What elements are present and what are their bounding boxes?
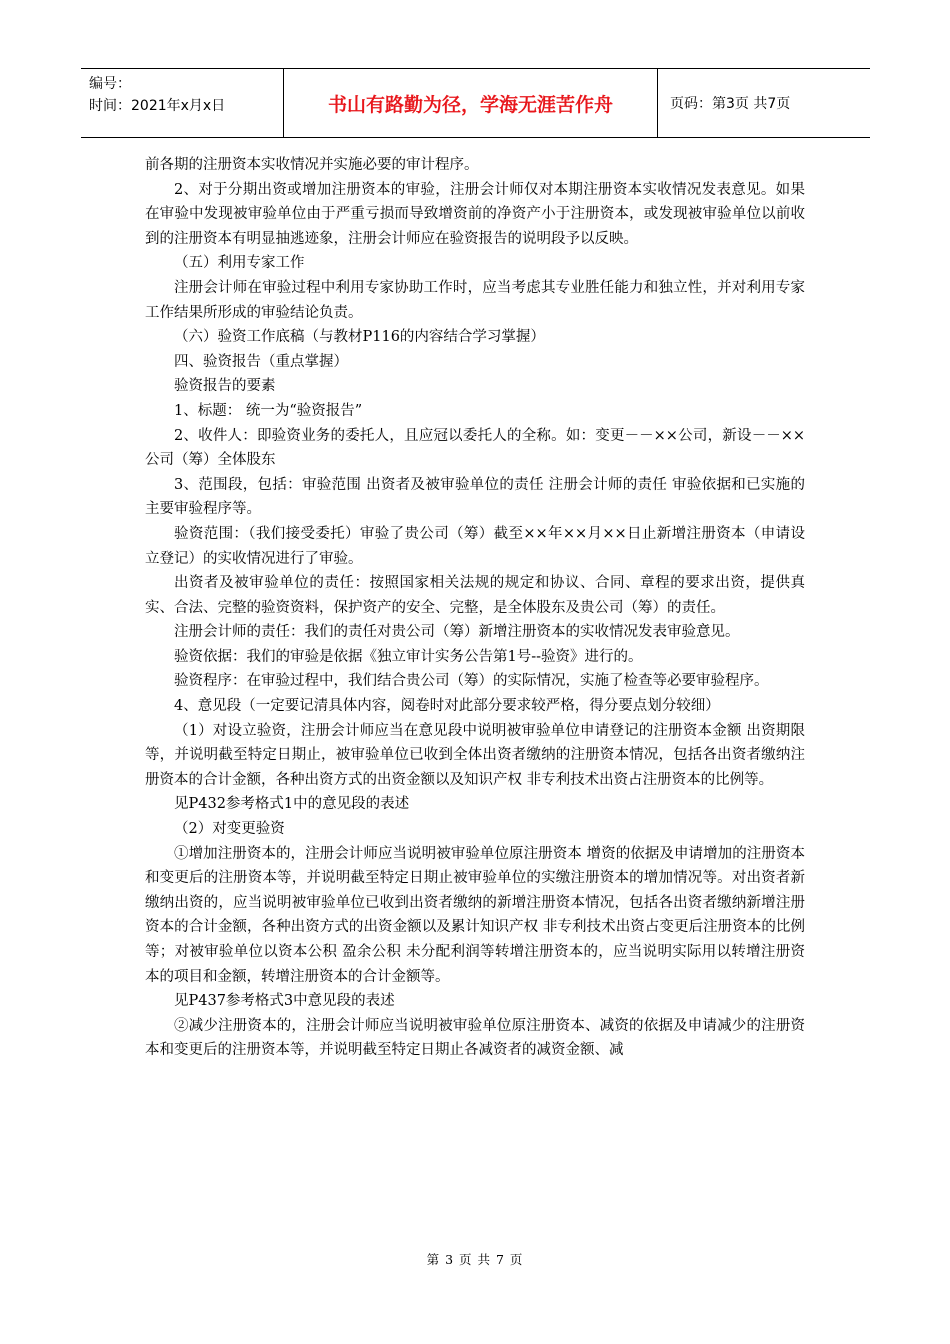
body-paragraph: 四、验资报告（重点掌握） (174, 353, 348, 370)
header-motto (284, 69, 658, 137)
body-paragraph: 验资范围：（我们接受委托）审验了贵公司（筹）截至××年××月××日止新增注册资本（申请设立登记）的实收情况进行了审验。 (145, 525, 805, 567)
body-paragraph: 见P437参考格式3中意见段的表述 (174, 993, 395, 1010)
document-body (145, 153, 805, 1063)
body-paragraph: 验资依据：我们的审验是依据《独立审计实务公告第1号--验资》进行的。 (174, 648, 643, 665)
body-paragraph: （五）利用专家工作 (174, 255, 305, 272)
body-paragraph: （2）对变更验资 (174, 821, 285, 838)
body-paragraph: 3、范围段，包括：审验范围 出资者及被审验单位的责任 注册会计师的责任 审验依据和已实施的主要审验程序等。 (145, 476, 805, 518)
header-page-code (658, 69, 870, 137)
body-paragraph: 验资报告的要素 (174, 378, 276, 395)
document-number-label: 编号： (89, 76, 131, 92)
document-date: 时间：2021年x月x日 (89, 98, 226, 114)
page-code-text: 页码：第3页 共7页 (670, 96, 791, 112)
header-meta (81, 69, 284, 137)
footer-page-number: 第 3 页 共 7 页 (426, 1252, 524, 1267)
body-paragraph: 2、对于分期出资或增加注册资本的审验，注册会计师仅对本期注册资本实收情况发表意见。如果在审验中发现被审验单位由于严重亏损而导致增资前的净资产小于注册资本，或发现被审验单位以前收到的注册资本有明显抽逃迹象，注册会计师应在验资报告的说明段予以反映。 (145, 181, 805, 247)
body-paragraph: 见P432参考格式1中的意见段的表述 (174, 796, 410, 813)
body-paragraph: 4、意见段（一定要记清具体内容，阅卷时对此部分要求较严格，得分要点划分较细） (174, 698, 720, 715)
body-paragraph: 出资者及被审验单位的责任：按照国家相关法规的规定和协议、合同、章程的要求出资，提供真实、合法、完整的验资资料，保护资产的安全、完整，是全体股东及贵公司（筹）的责任。 (145, 575, 805, 616)
body-paragraph: ②减少注册资本的，注册会计师应当说明被审验单位原注册资本、减资的依据及申请减少的注册资本和变更后的注册资本等，并说明截至特定日期止各减资者的减资金额、减 (145, 1017, 805, 1059)
motto-text: 书山有路勤为径，学海无涯苦作舟 (327, 93, 613, 116)
body-paragraph: 注册会计师的责任：我们的责任对贵公司（筹）新增注册资本的实收情况发表审验意见。 (174, 624, 740, 641)
page-header (81, 68, 870, 138)
body-paragraph: ①增加注册资本的，注册会计师应当说明被审验单位原注册资本 增资的依据及申请增加的注册资本和变更后的注册资本等，并说明截至特定日期止被审验单位的实缴注册资本的增加情况等。对出资者新缴纳出资的，应当说明被审验单位已收到出资者缴纳的新增注册资本情况，包括各出资者缴纳新增注册资本的合计金额，各种出资方式的出资金额以及累计知识产权 非专利技术出资占变更后注册资本的比例等；对被审验单位以资本公积 盈余公积 未分配利润等转增注册资本的，应当说明实际用以转增注册资本的项目和金额，转增注册资本的合计金额等。 (145, 845, 805, 985)
body-paragraph: 前各期的注册资本实收情况并实施必要的审计程序。 (145, 157, 479, 173)
body-paragraph: （1）对设立验资，注册会计师应当在意见段中说明被审验单位申请登记的注册资本金额 出资期限等，并说明截至特定日期止，被审验单位已收到全体出资者缴纳的注册资本情况，包括各出资者缴纳注册资本的合计金额，各种出资方式的出资金额以及知识产权 非专利技术出资占注册资本的比例等。 (145, 722, 805, 788)
body-paragraph: 验资程序：在审验过程中，我们结合贵公司（筹）的实际情况，实施了检查等必要审验程序。 (174, 673, 769, 690)
body-paragraph: 2、收件人：即验资业务的委托人，且应冠以委托人的全称。如：变更－－××公司，新设－－××公司（筹）全体股东 (145, 427, 805, 469)
body-paragraph: 注册会计师在审验过程中利用专家协助工作时，应当考虑其专业胜任能力和独立性，并对利用专家工作结果所形成的审验结论负责。 (145, 279, 805, 321)
page-footer (0, 1250, 950, 1268)
body-paragraph: （六）验资工作底稿（与教材P116的内容结合学习掌握） (174, 329, 545, 346)
body-paragraph: 1、标题： 统一为“验资报告” (174, 402, 363, 419)
